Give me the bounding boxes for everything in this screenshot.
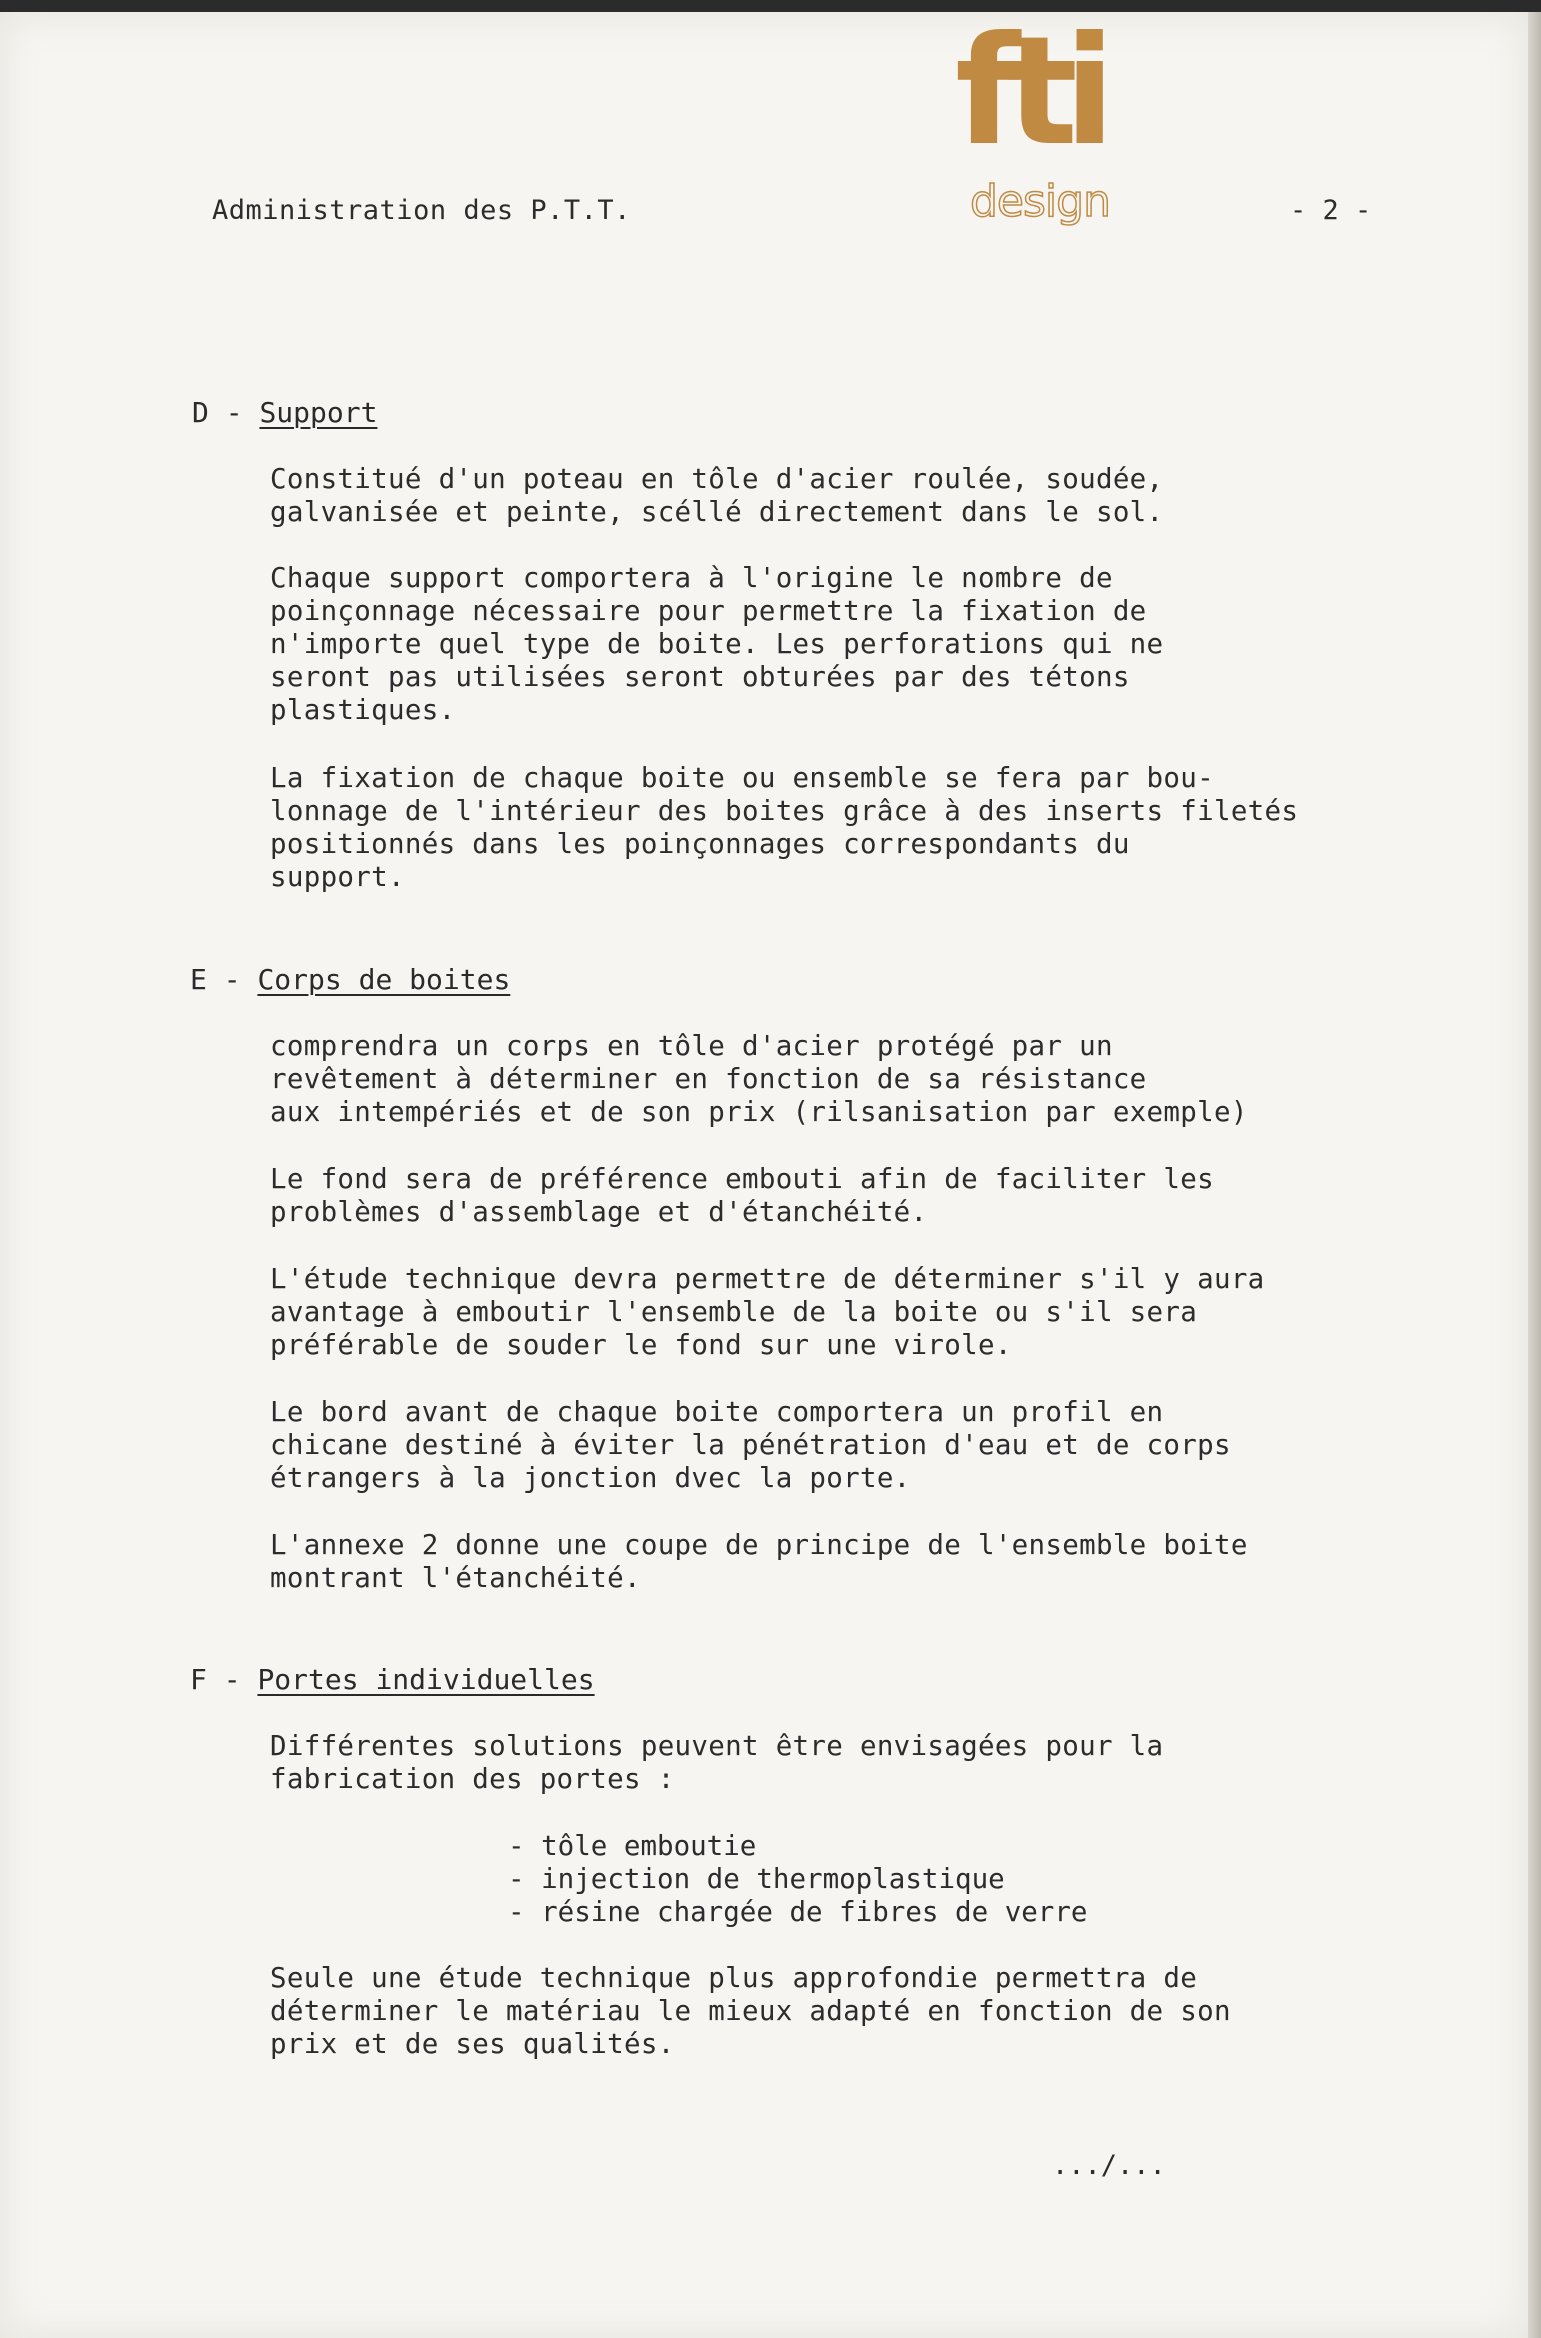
section-e-paragraph-5: L'annexe 2 donne une coupe de principe de l'ensemble boite montrant l'étanchéité. bbox=[270, 1529, 1248, 1594]
section-d-letter: D - bbox=[192, 396, 260, 429]
page-number: - 2 - bbox=[1290, 195, 1372, 226]
section-e-paragraph-3: L'étude technique devra permettre de déterminer s'il y aura avantage à emboutir l'ensemble de la boite ou s'il sera préférable de souder le fond sur une virole. bbox=[270, 1263, 1265, 1361]
section-f-list-item-2: - injection de thermoplastique bbox=[508, 1863, 1005, 1895]
section-e-paragraph-1: comprendra un corps en tôle d'acier protégé par un revêtement à déterminer en fonction de sa résistance aux intempériés et de son prix (rilsanisation par exemple) bbox=[270, 1030, 1248, 1128]
section-e-letter: E - bbox=[190, 963, 258, 996]
page-edge bbox=[1528, 12, 1541, 2338]
section-f-list-item-1: - tôle emboutie bbox=[508, 1830, 757, 1862]
scan-top-border bbox=[0, 0, 1541, 12]
logo-design-text: design bbox=[970, 176, 1110, 227]
section-d-paragraph-3: La fixation de chaque boite ou ensemble se fera par bou- lonnage de l'intérieur des boites grâce à des inserts filetés positionnés dans les poinçonnages correspondants du support. bbox=[270, 762, 1299, 893]
continuation-marker: .../... bbox=[1052, 2150, 1166, 2181]
section-d-heading bbox=[192, 396, 377, 429]
section-e-paragraph-4: Le bord avant de chaque boite comportera un profil en chicane destiné à éviter la pénétration d'eau et de corps étrangers à la jonction dvec la porte. bbox=[270, 1396, 1231, 1494]
section-f-list-item-3: - résine chargée de fibres de verre bbox=[508, 1896, 1088, 1928]
section-f-title: Portes individuelles bbox=[257, 1663, 595, 1696]
header-recipient: Administration des P.T.T. bbox=[212, 195, 631, 226]
section-f-paragraph-2: Seule une étude technique plus approfondie permettra de déterminer le matériau le mieux adapté en fonction de son prix et de ses qualités. bbox=[270, 1962, 1231, 2060]
document-page bbox=[0, 12, 1528, 2338]
section-f-heading bbox=[190, 1663, 595, 1696]
section-e-paragraph-2: Le fond sera de préférence embouti afin de faciliter les problèmes d'assemblage et d'étanchéité. bbox=[270, 1163, 1214, 1228]
logo-fti-text: fti bbox=[955, 12, 1102, 179]
section-d-title: Support bbox=[259, 396, 378, 429]
section-f-letter: F - bbox=[190, 1663, 258, 1696]
section-d-paragraph-1: Constitué d'un poteau en tôle d'acier roulée, soudée, galvanisée et peinte, scéllé directement dans le sol. bbox=[270, 463, 1164, 528]
fti-design-logo bbox=[955, 12, 1145, 237]
section-f-paragraph-1: Différentes solutions peuvent être envisagées pour la fabrication des portes : bbox=[270, 1730, 1164, 1795]
section-e-title: Corps de boites bbox=[257, 963, 511, 996]
section-d-paragraph-2: Chaque support comportera à l'origine le nombre de poinçonnage nécessaire pour permettre la fixation de n'importe quel type de boite. Les perforations qui ne seront pas utilisées seront obturées par des tétons plastiques. bbox=[270, 562, 1164, 726]
section-e-heading bbox=[190, 963, 510, 996]
